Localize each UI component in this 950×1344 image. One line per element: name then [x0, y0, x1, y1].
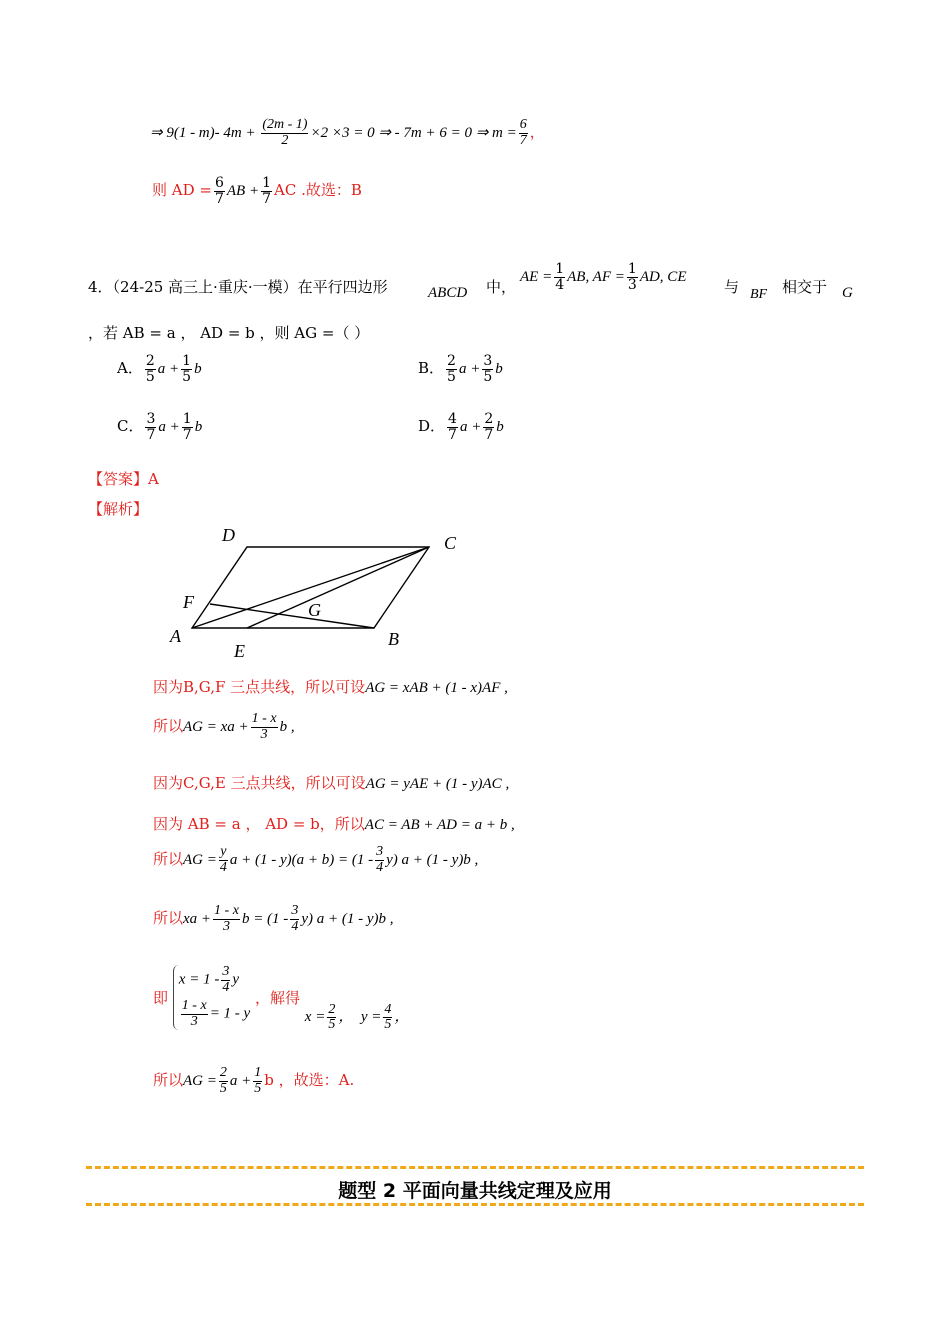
step-8: 所以AG = $\frac{2}{5}$ a + $\frac{1}{5}$ b ，故选：A. [153, 1065, 355, 1096]
fraction: $\frac{2}{5}$ [328, 1001, 336, 1033]
equation-system: x = 1 - $\frac{3}{4}$ y $\frac{1 - x}{3}$ = 1 - y [173, 965, 250, 1030]
fraction: $\frac{(2m - 1)}{2}$ [262, 117, 308, 148]
step-7: 即 x = 1 - $\frac{3}{4}$ y $\frac{1 - x}{3}$ = 1 - y ，解得 x = $\frac{2}{5}$ ， y = $\frac{4}{5}$ ， [153, 964, 410, 1033]
label-a: A [170, 626, 181, 646]
divider-top [86, 1166, 864, 1169]
fraction: $\frac{3}{7}$ [146, 411, 156, 443]
step-2: 所以AG = xa + $\frac{1 - x}{3}$ b , [153, 711, 295, 742]
section-title: 题型 2 平面向量共线定理及应用 [338, 1180, 612, 1202]
fraction: $\frac{y}{4}$ [219, 844, 227, 875]
fraction: $\frac{1 - x}{3}$ [181, 998, 207, 1030]
label-c: C [444, 533, 457, 553]
question-g: G [842, 285, 853, 301]
fraction: $\frac{4}{7}$ [448, 411, 457, 443]
step-1: 因为B,G,F 三点共线，所以可设AG = xAB + (1 - x)AF , [153, 678, 508, 696]
fraction: $\frac{6}{7}$ [214, 175, 224, 207]
question-bf: BF [750, 287, 768, 302]
label-d: D [222, 525, 235, 545]
option-b[interactable]: B． $\frac{2}{5}$ a + $\frac{3}{5}$ b [418, 353, 503, 385]
label-g: G [308, 600, 321, 620]
question-conditions: AE = $\frac{1}{4}$ AB, AF = $\frac{1}{3}$ AD, CE [520, 261, 687, 293]
fraction: $\frac{1 - x}{3}$ [251, 711, 277, 742]
fraction: $\frac{2}{5}$ [219, 1065, 227, 1096]
question-mid: 中， [486, 278, 517, 296]
fraction: $\frac{2}{5}$ [145, 353, 155, 385]
step-4: 因为 AB = a ， AD = b，所以AC = AB + AD = a + b , [153, 815, 515, 833]
fraction: $\frac{3}{4}$ [291, 903, 299, 934]
question-shape: ABCD [428, 285, 468, 301]
step-6: 所以xa + $\frac{1 - x}{3}$ b = (1 - $\frac{3}{4}$ y) a + (1 - y)b , [153, 903, 394, 934]
fraction: $\frac{2}{7}$ [484, 411, 494, 443]
fraction: $\frac{1}{7}$ [182, 411, 192, 443]
fraction: $\frac{2}{5}$ [447, 353, 456, 385]
fraction: $\frac{1 - x}{3}$ [214, 903, 239, 934]
prev-solution-line1: ⇒ 9(1 - m)- 4m + $\frac{(2m - 1)}{2}$ ×2 ×3 = 0 ⇒ - 7m + 6 = 0 ⇒ m = $\frac{6}{7}$ ， [150, 117, 545, 148]
label-b: B [388, 629, 399, 649]
parallelogram-figure [165, 520, 475, 665]
step-3: 因为C,G,E 三点共线，所以可设AG = yAE + (1 - y)AC , [153, 774, 510, 792]
divider-bottom [86, 1203, 864, 1206]
label-e: E [234, 641, 245, 661]
fraction: $\frac{1}{3}$ [627, 261, 637, 293]
fraction: $\frac{3}{4}$ [222, 964, 230, 995]
analysis-label: 【解析】 [88, 500, 149, 518]
question-intersect: 相交于 [782, 278, 828, 296]
option-a[interactable]: A． $\frac{2}{5}$ a + $\frac{1}{5}$ b [117, 353, 202, 385]
fraction: $\frac{1}{7}$ [262, 175, 272, 207]
fraction: $\frac{4}{5}$ [384, 1001, 392, 1033]
fraction: $\frac{3}{5}$ [483, 353, 493, 385]
option-c[interactable]: C． $\frac{3}{7}$ a + $\frac{1}{7}$ b [117, 411, 203, 443]
step-5: 所以AG = $\frac{y}{4}$ a + (1 - y)(a + b) = (1 - $\frac{3}{4}$ y) a + (1 - y)b , [153, 844, 479, 875]
fraction: $\frac{6}{7}$ [519, 117, 527, 148]
option-d[interactable]: D． $\frac{4}{7}$ a + $\frac{2}{7}$ b [418, 411, 504, 443]
fraction: $\frac{1}{4}$ [555, 261, 565, 293]
label-f: F [183, 592, 194, 612]
fraction: $\frac{1}{5}$ [182, 353, 192, 385]
question-line1: 4．（24-25 高三上·重庆·一模）在平行四边形 [88, 278, 388, 296]
question-with: 与 [724, 278, 740, 296]
prev-solution-line2: 则 AD = $\frac{6}{7}$ AB + $\frac{1}{7}$ AC .故选：B [152, 175, 362, 207]
question-line2: ，若 AB = a ， AD = b ，则 AG =（ ） [88, 324, 370, 342]
fraction: $\frac{1}{5}$ [254, 1065, 262, 1096]
fraction: $\frac{3}{4}$ [376, 844, 384, 875]
answer-label: 【答案】A [88, 470, 159, 488]
